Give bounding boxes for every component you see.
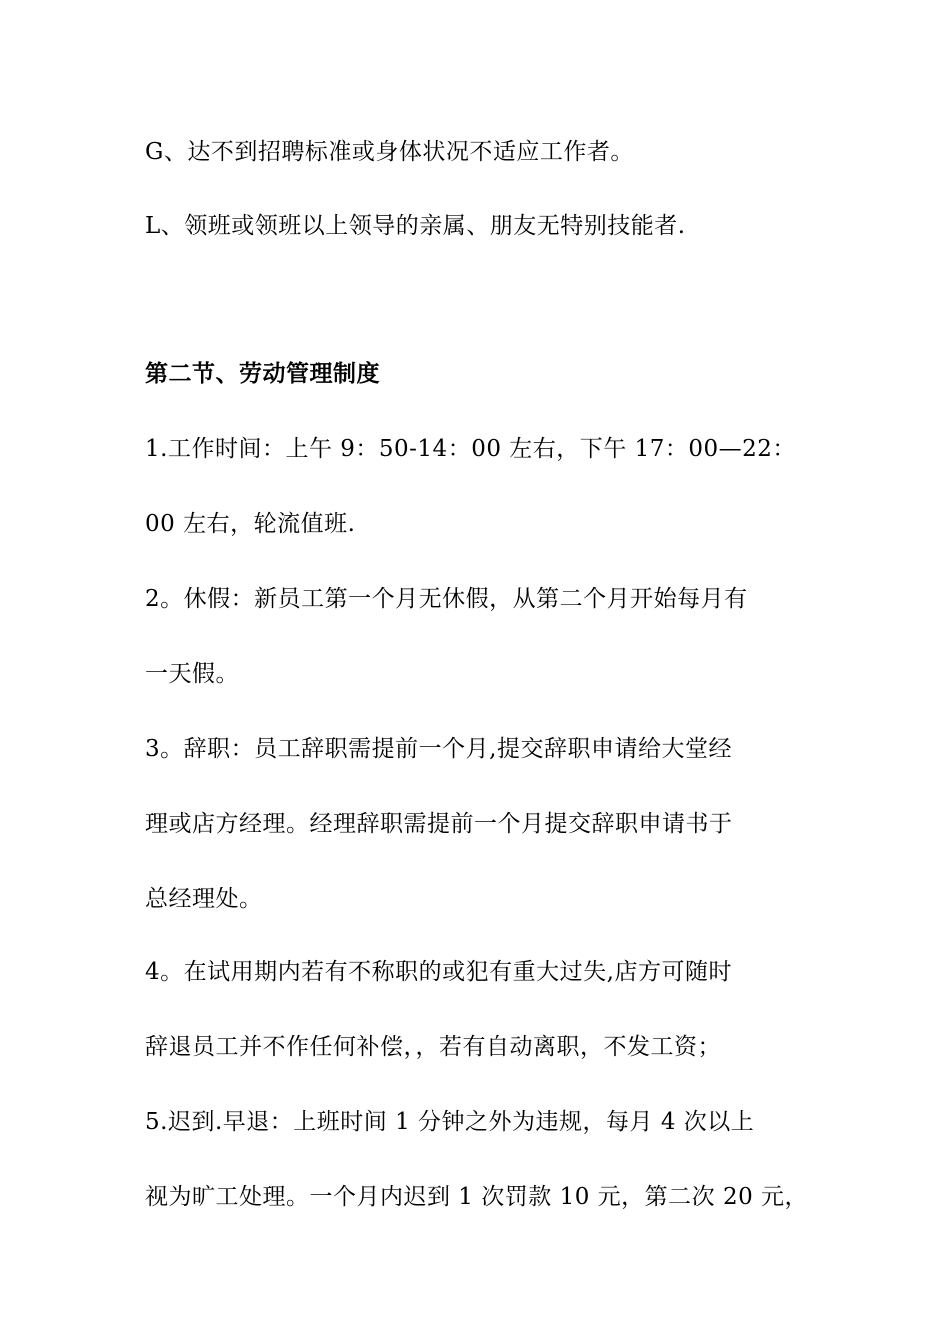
paragraph-line: 辞退员工并不作任何补偿，，若有自动离职，不发工资；	[145, 1034, 721, 1060]
paragraph-line: 1.工作时间：上午 9：50-14：00 左右，下午 17：00—22：	[145, 436, 796, 462]
paragraph-line: 4。在试用期内若有不称职的或犯有重大过失,店方可随时	[145, 959, 732, 985]
paragraph-line: 00 左右，轮流值班.	[145, 511, 356, 537]
paragraph-line: 一天假。	[145, 661, 239, 687]
paragraph-item-l: L、领班或领班以上领导的亲属、朋友无特别技能者.	[145, 213, 686, 239]
paragraph-line: 2。休假：新员工第一个月无休假，从第二个月开始每月有	[145, 586, 748, 612]
paragraph-line: 5.迟到.早退：上班时间 1 分钟之外为违规，每月 4 次以上	[145, 1109, 755, 1135]
paragraph-item-g: G、达不到招聘标准或身体状况不适应工作者。	[145, 139, 634, 165]
paragraph-line: 视为旷工处理。一个月内迟到 1 次罚款 10 元，第二次 20 元，	[145, 1184, 809, 1210]
section-heading: 第二节、劳动管理制度	[145, 361, 380, 387]
paragraph-line: 3。辞职：员工辞职需提前一个月,提交辞职申请给大堂经	[145, 736, 732, 762]
paragraph-line: 总经理处。	[145, 886, 263, 912]
paragraph-line: 理或店方经理。经理辞职需提前一个月提交辞职申请书于	[145, 811, 733, 837]
